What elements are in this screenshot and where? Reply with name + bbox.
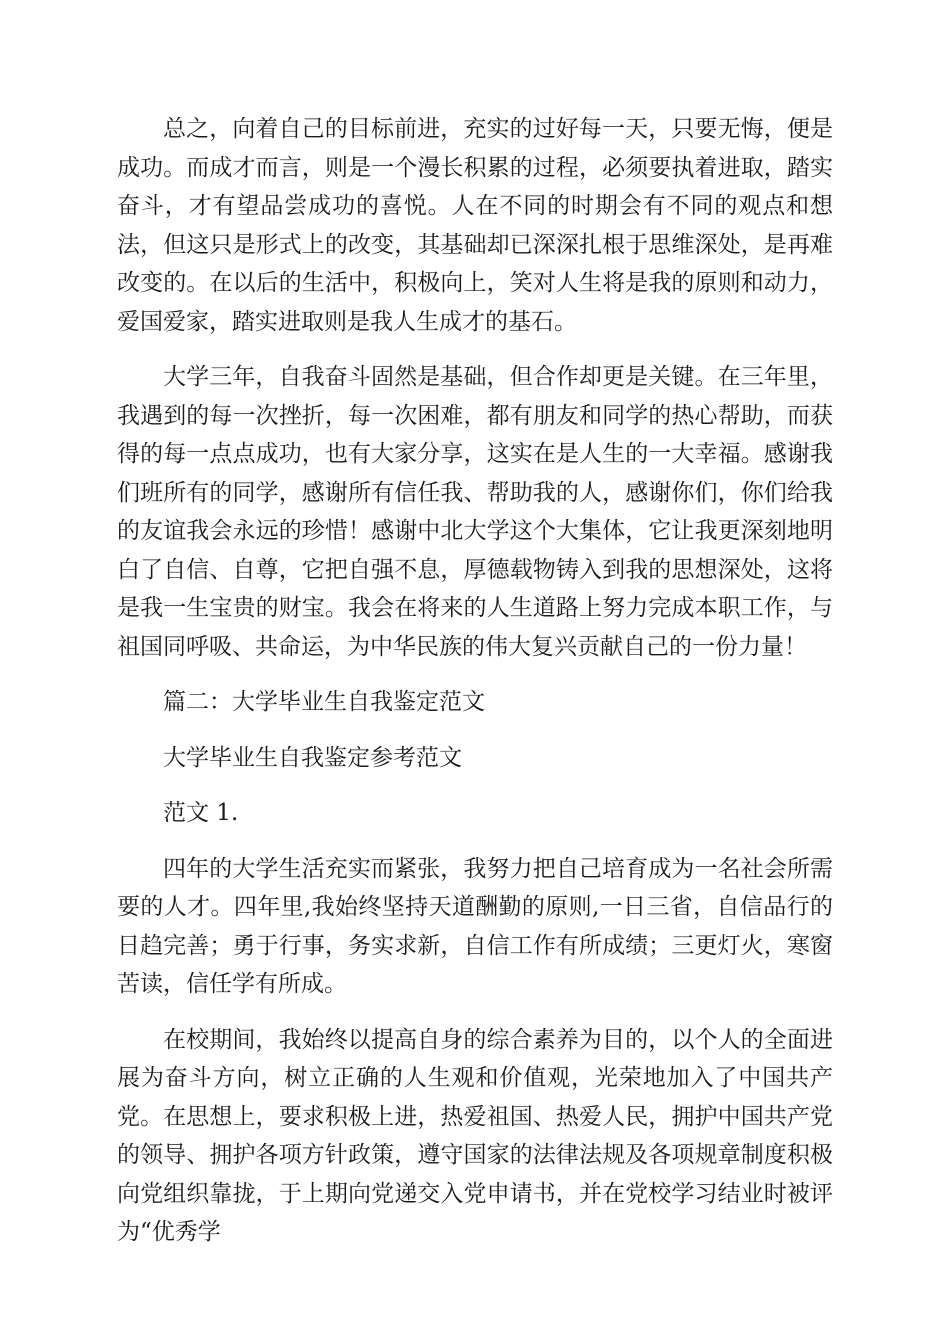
paragraph-school-period: 在校期间，我始终以提高自身的综合素养为目的，以个人的全面进展为奋斗方向，树立正确的人生观和价值观，光荣地加入了中国共产党。在思想上，要求积极上进，热爱祖国、热爱人民，拥护中国共产党的领导、拥护各项方针政策，遵守国家的法律法规及各项规章制度积极向党组织靠拢，于上期向党递交入党申请书，并在党校学习结业时被评为“优秀学: [117, 1026, 833, 1245]
example-label: 范文 1.: [163, 800, 239, 826]
paragraph-conclusion: 总之，向着自己的目标前进，充实的过好每一天，只要无悔，便是成功。而成才而言，则是一个漫长积累的过程，必须要执着进取，踏实奋斗，才有望品尝成功的喜悦。人在不同的时期会有不同的观点和想法，但这只是形式上的改变，其基础却已深深扎根于思维深处，是再难改变的。在以后的生活中，积极向上，笑对人生将是我的原则和动力，爱国爱家，踏实进取则是我人生成才的基石。: [117, 116, 833, 335]
document-body: [117, 110, 833, 1269]
subsection-heading: 大学毕业生自我鉴定参考范文: [163, 744, 462, 771]
paragraph-gratitude: 大学三年，自我奋斗固然是基础，但合作却更是关键。在三年里，我遇到的每一次挫折，每一次困难，都有朋友和同学的热心帮助，而获得的每一点点成功，也有大家分享，这实在是人生的一大幸福。感谢我们班所有的同学，感谢所有信任我、帮助我的人，感谢你们，你们给我的友谊我会永远的珍惜！感谢中北大学这个大集体，它让我更深刻地明白了自信、自尊，它把自强不息，厚德载物铸入到我的思想深处，这将是我一生宝贵的财宝。我会在将来的人生道路上努力完成本职工作，与祖国同呼吸、共命运，为中华民族的伟大复兴贡献自己的一份力量！: [117, 364, 833, 660]
paragraph-four-years: 四年的大学生活充实而紧张，我努力把自己培育成为一名社会所需要的人才。四年里,我始终坚持天道酬勤的原则,一日三省，自信品行的日趋完善；勇于行事，务实求新，自信工作有所成绩；三更灯火，寒窗苦读，信任学有所成。: [117, 855, 833, 997]
section-heading: 篇二：大学毕业生自我鉴定范文: [163, 689, 485, 715]
